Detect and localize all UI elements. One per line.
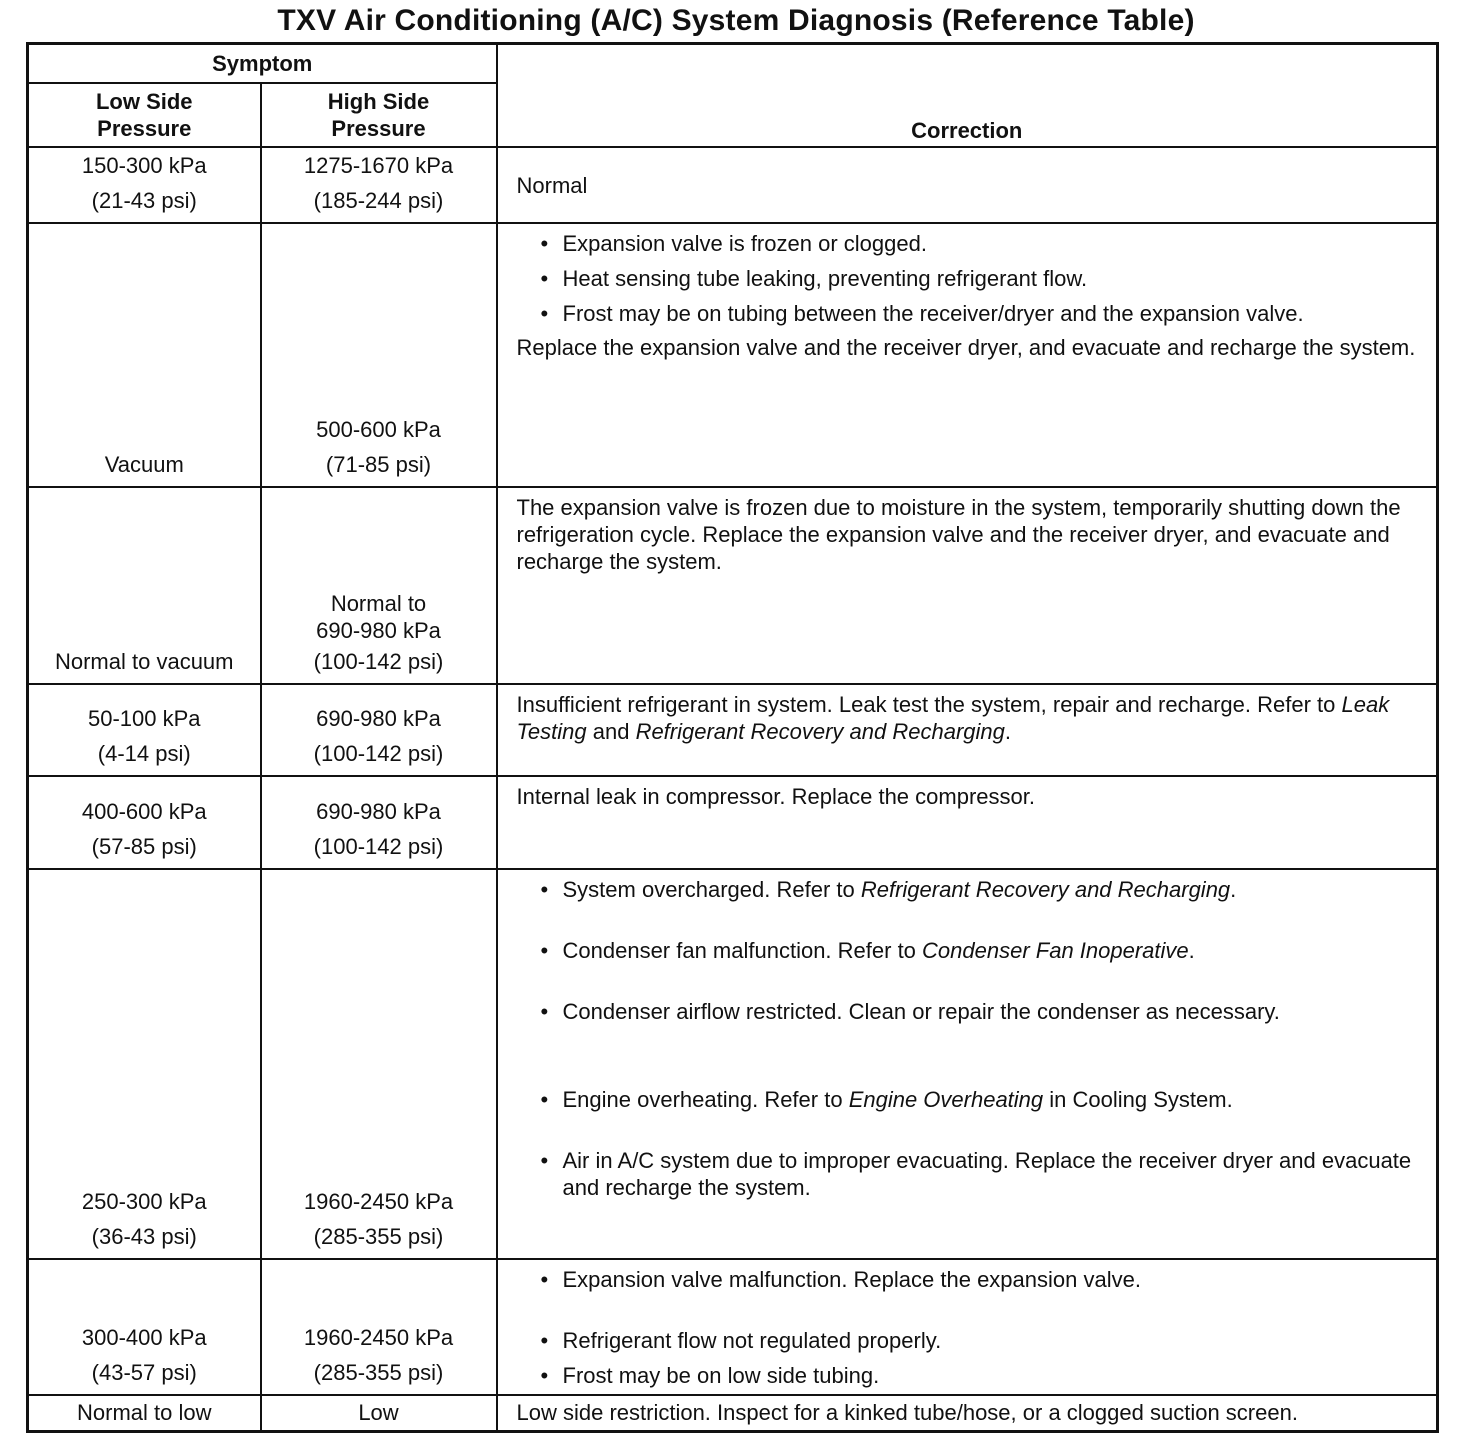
high-side-header-line2: Pressure	[331, 115, 426, 141]
correction-text: The expansion valve is frozen due to moisture in the system, temporarily shutting down the refrigeration cycle. Replace the expansion valve and the receiver dryer, and evacuate and recharge the system.	[516, 494, 1401, 574]
high-side-header-line1: High Side	[327, 88, 430, 114]
list-item	[517, 1147, 1423, 1201]
bullet-list	[517, 1266, 1423, 1389]
high-psi: (100-142 psi)	[313, 833, 444, 859]
low-side-cell	[28, 684, 261, 776]
correction-text	[517, 691, 1423, 745]
high-side-cell	[261, 776, 497, 869]
correction-cell	[497, 1259, 1438, 1395]
bullet-text: Condenser fan malfunction. Refer to	[562, 937, 923, 963]
bullet-text: Condenser airflow restricted. Clean or repair the condenser as necessary.	[562, 998, 1280, 1024]
bullet-after: .	[1230, 876, 1237, 902]
low-psi: (36-43 psi)	[91, 1223, 197, 1249]
high-value: 690-980 kPa	[316, 798, 441, 824]
table-row	[28, 1395, 1438, 1432]
correction-text-c: .	[1004, 718, 1011, 744]
correction-header: Correction	[497, 44, 1438, 147]
bullet-reference: Engine Overheating	[848, 1086, 1044, 1112]
high-value: Low	[358, 1399, 399, 1425]
high-side-cell	[261, 1259, 497, 1395]
header-row-symptom	[28, 44, 1438, 83]
low-value: Normal to low	[77, 1399, 212, 1425]
bullet-after: in Cooling System.	[1043, 1086, 1233, 1112]
list-item: • Frost may be on tubing between the receiver/dryer and the expansion valve.	[517, 300, 1423, 327]
high-side-cell	[261, 147, 497, 223]
correction-text: Internal leak in compressor. Replace the compressor.	[516, 783, 1035, 809]
bullet-list	[517, 230, 1423, 327]
bullet-list	[517, 876, 1423, 1201]
high-psi: (285-355 psi)	[313, 1223, 444, 1249]
table-row	[28, 869, 1438, 1259]
high-value: 500-600 kPa	[316, 416, 441, 442]
low-side-cell	[28, 1395, 261, 1432]
low-psi: (21-43 psi)	[91, 187, 197, 213]
low-value: Vacuum	[104, 451, 184, 477]
bullet-text: Air in A/C system due to improper evacuating. Replace the receiver dryer and evacuate and recharge the system.	[562, 1147, 1412, 1200]
correction-text-a: Insufficient refrigerant in system. Leak test the system, repair and recharge. Refer to	[516, 691, 1342, 717]
correction-cell	[497, 147, 1438, 223]
high-psi: (285-355 psi)	[313, 1359, 444, 1385]
symptom-header: Symptom	[28, 44, 497, 83]
low-psi: (43-57 psi)	[91, 1359, 197, 1385]
low-side-header-line1: Low Side	[95, 88, 193, 114]
low-side-cell	[28, 487, 261, 684]
low-side-cell	[28, 223, 261, 487]
high-value: 1960-2450 kPa	[303, 1188, 454, 1214]
low-side-header	[28, 83, 261, 147]
low-value: 400-600 kPa	[81, 798, 207, 824]
correction-text: Normal	[516, 173, 588, 198]
bullet-reference: Condenser Fan Inoperative	[922, 937, 1189, 963]
list-item: • Refrigerant flow not regulated properly.	[517, 1327, 1423, 1354]
low-value: 300-400 kPa	[81, 1324, 207, 1350]
list-item: • Expansion valve is frozen or clogged.	[517, 230, 1423, 257]
correction-cell	[497, 869, 1438, 1259]
correction-cell	[497, 223, 1438, 487]
high-side-cell	[261, 487, 497, 684]
table-row	[28, 223, 1438, 487]
list-item: • Expansion valve malfunction. Replace the expansion valve.	[517, 1266, 1423, 1293]
high-side-header	[261, 83, 497, 147]
table-row	[28, 776, 1438, 869]
high-side-cell	[261, 869, 497, 1259]
low-side-cell	[28, 1259, 261, 1395]
table-row	[28, 487, 1438, 684]
correction-cell	[497, 1395, 1438, 1432]
correction-cell	[497, 776, 1438, 869]
low-value: 150-300 kPa	[81, 152, 207, 178]
high-side-cell	[261, 1395, 497, 1432]
list-item	[517, 998, 1423, 1025]
correction-cell	[497, 487, 1438, 684]
bullet-reference: Refrigerant Recovery and Recharging	[860, 876, 1231, 902]
list-item	[517, 1086, 1423, 1113]
high-value: 690-980 kPa	[316, 705, 441, 731]
low-value: 50-100 kPa	[87, 705, 201, 731]
low-side-cell	[28, 147, 261, 223]
correction-text-b: and	[586, 718, 636, 744]
page-title: TXV Air Conditioning (A/C) System Diagnosis (Reference Table)	[277, 4, 1195, 37]
bullet-text: Engine overheating. Refer to	[562, 1086, 849, 1112]
high-psi: (100-142 psi)	[313, 740, 444, 766]
high-value-line1: Normal to	[330, 590, 427, 616]
low-psi: (57-85 psi)	[91, 833, 197, 859]
bullet-text: System overcharged. Refer to	[562, 876, 861, 902]
correction-text: Replace the expansion valve and the receiver dryer, and evacuate and recharge the system.	[516, 334, 1416, 360]
low-side-cell	[28, 869, 261, 1259]
correction-cell	[497, 684, 1438, 776]
table-row	[28, 147, 1438, 223]
list-item: • Frost may be on low side tubing.	[517, 1362, 1423, 1389]
low-psi: (4-14 psi)	[97, 740, 191, 766]
high-side-cell	[261, 684, 497, 776]
diagnosis-table	[26, 42, 1439, 1433]
table-row	[28, 684, 1438, 776]
correction-text: Low side restriction. Inspect for a kinked tube/hose, or a clogged suction screen.	[516, 1400, 1298, 1426]
high-psi: (100-142 psi)	[313, 648, 444, 674]
list-item	[517, 876, 1423, 903]
recovery-recharging-reference: Refrigerant Recovery and Recharging	[635, 718, 1005, 744]
high-side-cell	[261, 223, 497, 487]
high-value-line2: 690-980 kPa	[316, 617, 441, 643]
list-item	[517, 937, 1423, 964]
list-item: • Heat sensing tube leaking, preventing refrigerant flow.	[517, 265, 1423, 292]
bullet-after: .	[1188, 937, 1195, 963]
leak-testing-reference: Leak Testing	[516, 691, 1390, 744]
low-value: 250-300 kPa	[81, 1188, 207, 1214]
table-row	[28, 1259, 1438, 1395]
high-psi: (71-85 psi)	[325, 451, 432, 477]
high-psi: (185-244 psi)	[313, 187, 444, 213]
low-value: Normal to vacuum	[54, 648, 234, 674]
high-value: 1960-2450 kPa	[303, 1324, 454, 1350]
low-side-cell	[28, 776, 261, 869]
high-value: 1275-1670 kPa	[303, 152, 454, 178]
low-side-header-line2: Pressure	[97, 115, 192, 141]
